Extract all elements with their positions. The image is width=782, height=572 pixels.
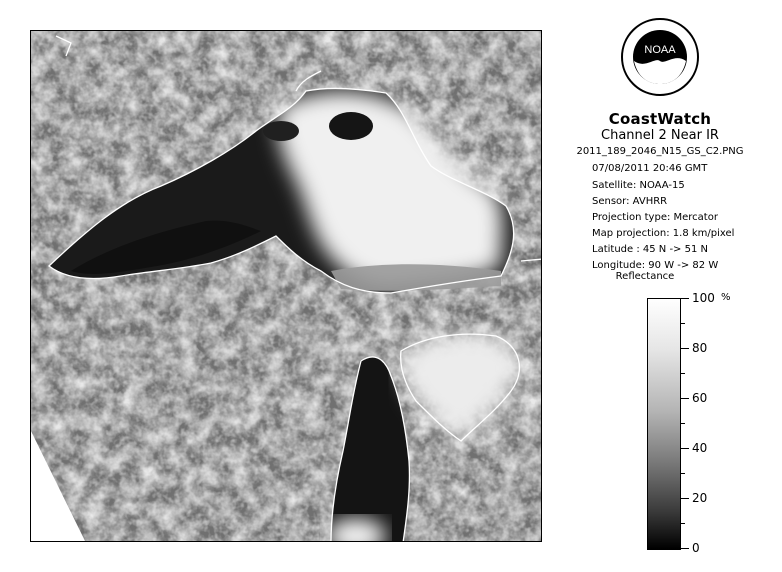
colorbar-tick bbox=[681, 373, 685, 374]
satellite-image bbox=[30, 30, 542, 542]
colorbar bbox=[647, 298, 681, 550]
satellite: Satellite: NOAA-15 bbox=[592, 180, 685, 191]
noaa-logo bbox=[620, 17, 700, 97]
colorbar-tick bbox=[681, 548, 689, 549]
colorbar-tick bbox=[681, 348, 689, 349]
latitude: Latitude : 45 N -> 51 N bbox=[592, 244, 708, 255]
sensor: Sensor: AVHRR bbox=[592, 196, 668, 207]
map-projection: Map projection: 1.8 km/pixel bbox=[592, 228, 735, 239]
logo-text: NOAA bbox=[644, 44, 676, 56]
colorbar-label: Reflectance bbox=[615, 271, 675, 282]
satellite-image-canvas bbox=[31, 31, 542, 542]
colorbar-tick-label: 40 bbox=[692, 441, 708, 455]
colorbar-tick bbox=[681, 498, 689, 499]
filename: 2011_189_2046_N15_GS_C2.PNG bbox=[576, 146, 744, 157]
projection-type: Projection type: Mercator bbox=[592, 212, 718, 223]
subtitle: Channel 2 Near IR bbox=[601, 128, 719, 143]
colorbar-tick-label: 60 bbox=[692, 391, 708, 405]
colorbar-tick-label: 20 bbox=[692, 491, 708, 505]
colorbar-unit: % bbox=[721, 292, 731, 303]
longitude: Longitude: 90 W -> 82 W bbox=[592, 260, 719, 271]
colorbar-tick-label: 0 bbox=[692, 541, 700, 555]
colorbar-tick bbox=[681, 298, 689, 299]
colorbar-tick bbox=[681, 398, 689, 399]
colorbar-tick bbox=[681, 423, 685, 424]
colorbar-tick bbox=[681, 473, 685, 474]
colorbar-tick bbox=[681, 323, 685, 324]
colorbar-tick-label: 80 bbox=[692, 341, 708, 355]
colorbar-tick bbox=[681, 523, 685, 524]
datetime: 07/08/2011 20:46 GMT bbox=[592, 163, 708, 174]
colorbar-tick bbox=[681, 448, 689, 449]
title: CoastWatch bbox=[608, 110, 712, 128]
colorbar-tick-label: 100 bbox=[692, 291, 715, 305]
